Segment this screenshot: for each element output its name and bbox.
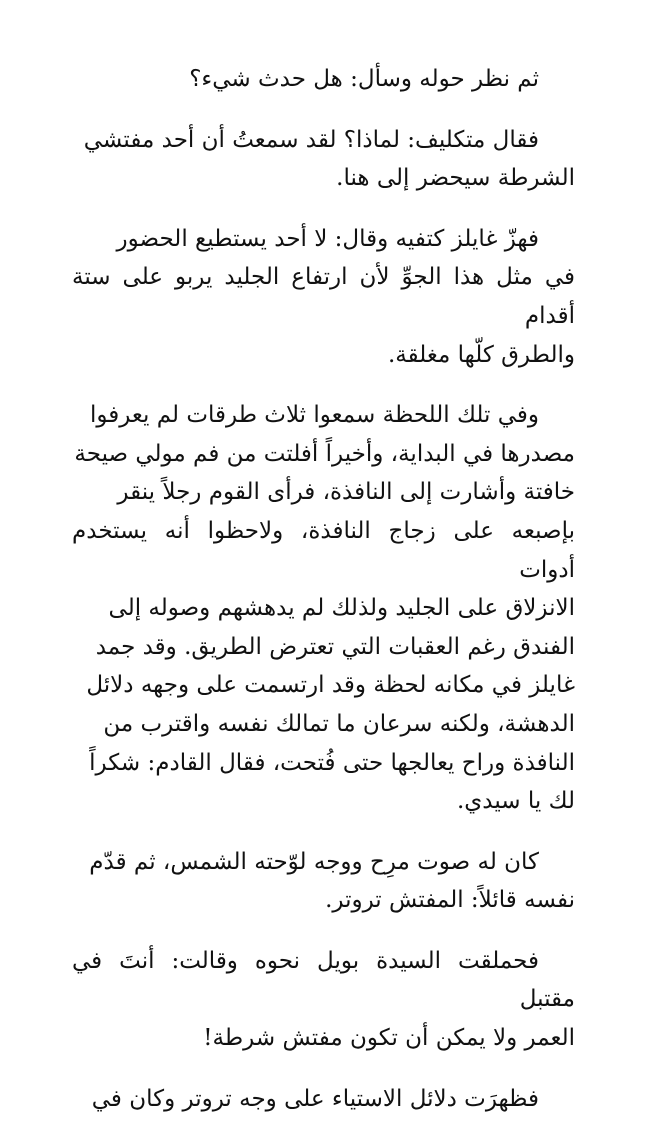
- text-line: فهزّ غايلز كتفيه وقال: لا أحد يستطيع الحضور: [116, 225, 539, 252]
- text-line: فظهرَت دلائل الاستياء على وجه تروتر وكان في: [91, 1085, 539, 1112]
- text-line: النافذة وراح يعالجها حتى فُتحت، فقال القادم: شكراً: [89, 749, 575, 776]
- text-line: والطرق كلّها مغلقة.: [387, 341, 575, 368]
- text-line: ثم نظر حوله وسأل: هل حدث شيء؟: [189, 66, 539, 92]
- text-line: الفندق رغم العقبات التي تعترض الطريق. وقد جمد: [95, 633, 575, 660]
- text-line: كان له صوت مرِح ووجه لوّحته الشمس، ثم قدّم: [89, 848, 539, 875]
- paragraph-7: [72, 1080, 575, 1122]
- text-line: لك يا سيدي.: [456, 788, 575, 815]
- text-line: الانزلاق على الجليد ولذلك لم يدهشهم وصوله إلى: [108, 595, 575, 622]
- text-line: مصدرها في البداية، وأخيراً أفلتت من فم مولي صيحة: [74, 440, 575, 467]
- paragraph-1: [72, 60, 575, 99]
- text-line: خافتة وأشارت إلى النافذة، فرأى القوم رجلاً ينقر: [117, 479, 575, 506]
- text-line: الشرطة سيحضر إلى هنا.: [336, 165, 575, 192]
- paragraph-3: [72, 220, 575, 374]
- text-line: وفي تلك اللحظة سمعوا ثلاث طرقات لم يعرفوا: [89, 402, 539, 429]
- paragraph-2: [72, 121, 575, 198]
- text-line: غايلز في مكانه لحظة وقد ارتسمت على وجهه دلائل: [86, 672, 575, 699]
- text-line: في مثل هذا الجوِّ لأن ارتفاع الجليد يربو على ستة أقدام: [72, 264, 575, 329]
- text-line: الدهشة، ولكنه سرعان ما تمالك نفسه واقترب من: [103, 710, 575, 737]
- text-line: بإصبعه على زجاج النافذة، ولاحظوا أنه يستخدم أدوات: [72, 517, 575, 583]
- paragraph-5: [72, 843, 575, 920]
- text-line: العمر ولا يمكن أن تكون مفتش شرطة!: [203, 1025, 575, 1052]
- text-line: فقال متكليف: لماذا؟ لقد سمعتُ أن أحد مفتشي: [83, 126, 539, 153]
- text-line: فحملقت السيدة بويل نحوه وقالت: أنتَ في مقتبل: [72, 947, 575, 1013]
- text-line: نفسه قائلاً: المفتش تروتر.: [325, 887, 575, 914]
- paragraph-4: [72, 396, 575, 821]
